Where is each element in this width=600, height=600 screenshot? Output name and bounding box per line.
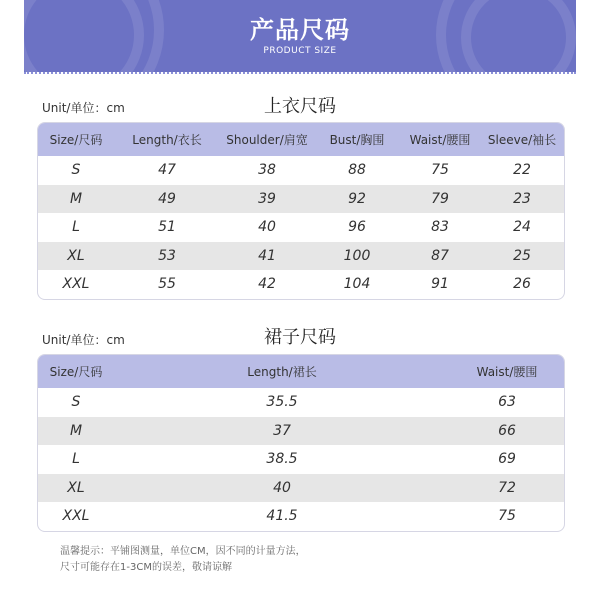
top-unit-label: Unit/单位：cm <box>42 101 125 115</box>
waist-cell: 69 <box>498 451 516 468</box>
header-cell-shoulder: Shoulder/肩宽 <box>226 133 308 147</box>
length-cell: 53 <box>158 247 176 264</box>
sleeve-cell: 23 <box>513 190 531 207</box>
length-cell: 49 <box>158 190 176 207</box>
length-cell: 55 <box>158 276 176 293</box>
shoulder-cell: 41 <box>258 247 276 264</box>
table-header-row <box>38 355 564 388</box>
shoulder-cell: 42 <box>258 276 276 293</box>
size-cell: S <box>71 394 81 411</box>
sleeve-cell: 26 <box>513 276 531 293</box>
note-line-2: 尺寸可能存在1-3CM的误差，敬请谅解 <box>60 562 232 573</box>
size-cell: XL <box>67 247 85 264</box>
header-cell-waist: Waist/腰围 <box>476 365 538 379</box>
waist-cell: 79 <box>431 190 449 207</box>
table-row <box>38 502 564 531</box>
size-cell: M <box>69 190 83 207</box>
waist-cell: 91 <box>431 276 449 293</box>
skirt-size-table <box>37 354 565 532</box>
table-row <box>38 445 564 474</box>
length-cell: 38.5 <box>266 451 298 468</box>
bust-cell: 88 <box>348 162 366 179</box>
sleeve-cell: 22 <box>513 162 531 179</box>
size-cell: XXL <box>62 508 90 525</box>
header-cell-bust: Bust/胸围 <box>329 133 385 147</box>
size-cell: XL <box>67 479 85 496</box>
table-row <box>38 474 564 503</box>
table-row <box>38 388 564 417</box>
waist-cell: 72 <box>498 479 516 496</box>
header-cell-size: Size/尺码 <box>49 365 103 379</box>
shoulder-cell: 38 <box>258 162 276 179</box>
size-cell: L <box>72 219 80 236</box>
waist-cell: 83 <box>431 219 449 236</box>
table-header-row <box>38 123 564 156</box>
size-cell: XXL <box>62 276 90 293</box>
length-cell: 40 <box>273 479 291 496</box>
header-banner <box>24 0 576 72</box>
measurement-note <box>60 544 306 576</box>
skirt-section-title: 裙子尺码 <box>264 327 336 348</box>
table-row <box>38 213 564 242</box>
sleeve-cell: 25 <box>513 247 531 264</box>
table-row <box>38 156 564 185</box>
top-section-title: 上衣尺码 <box>264 96 336 117</box>
waist-cell: 87 <box>431 247 449 264</box>
size-cell: M <box>69 422 83 439</box>
length-cell: 41.5 <box>266 508 298 525</box>
table-row <box>38 417 564 446</box>
bust-cell: 100 <box>343 247 371 264</box>
length-cell: 51 <box>158 219 176 236</box>
bust-cell: 96 <box>348 219 366 236</box>
waist-cell: 75 <box>498 508 516 525</box>
note-line-1: 温馨提示：平铺图测量，单位CM，因不同的计量方法， <box>60 546 306 557</box>
sleeve-cell: 24 <box>513 219 531 236</box>
banner-title: 产品尺码 <box>250 16 350 44</box>
waist-cell: 66 <box>498 422 516 439</box>
table-row <box>38 185 564 214</box>
table-row <box>38 242 564 271</box>
header-cell-waist: Waist/腰围 <box>409 133 471 147</box>
size-cell: S <box>71 162 81 179</box>
waist-cell: 63 <box>498 394 516 411</box>
banner-dotted-border <box>24 72 576 74</box>
header-cell-size: Size/尺码 <box>49 133 103 147</box>
size-cell: L <box>72 451 80 468</box>
length-cell: 37 <box>273 422 291 439</box>
length-cell: 47 <box>158 162 176 179</box>
header-cell-sleeve: Sleeve/袖长 <box>487 133 557 147</box>
header-cell-length: Length/裙长 <box>247 365 317 379</box>
bust-cell: 92 <box>348 190 366 207</box>
header-cell-length: Length/衣长 <box>132 133 202 147</box>
banner-subtitle: PRODUCT SIZE <box>263 46 337 56</box>
shoulder-cell: 40 <box>258 219 276 236</box>
top-size-table <box>37 122 565 300</box>
length-cell: 35.5 <box>266 394 298 411</box>
skirt-unit-label: Unit/单位：cm <box>42 333 125 347</box>
bust-cell: 104 <box>343 276 371 293</box>
shoulder-cell: 39 <box>258 190 276 207</box>
waist-cell: 75 <box>431 162 449 179</box>
table-row <box>38 270 564 299</box>
